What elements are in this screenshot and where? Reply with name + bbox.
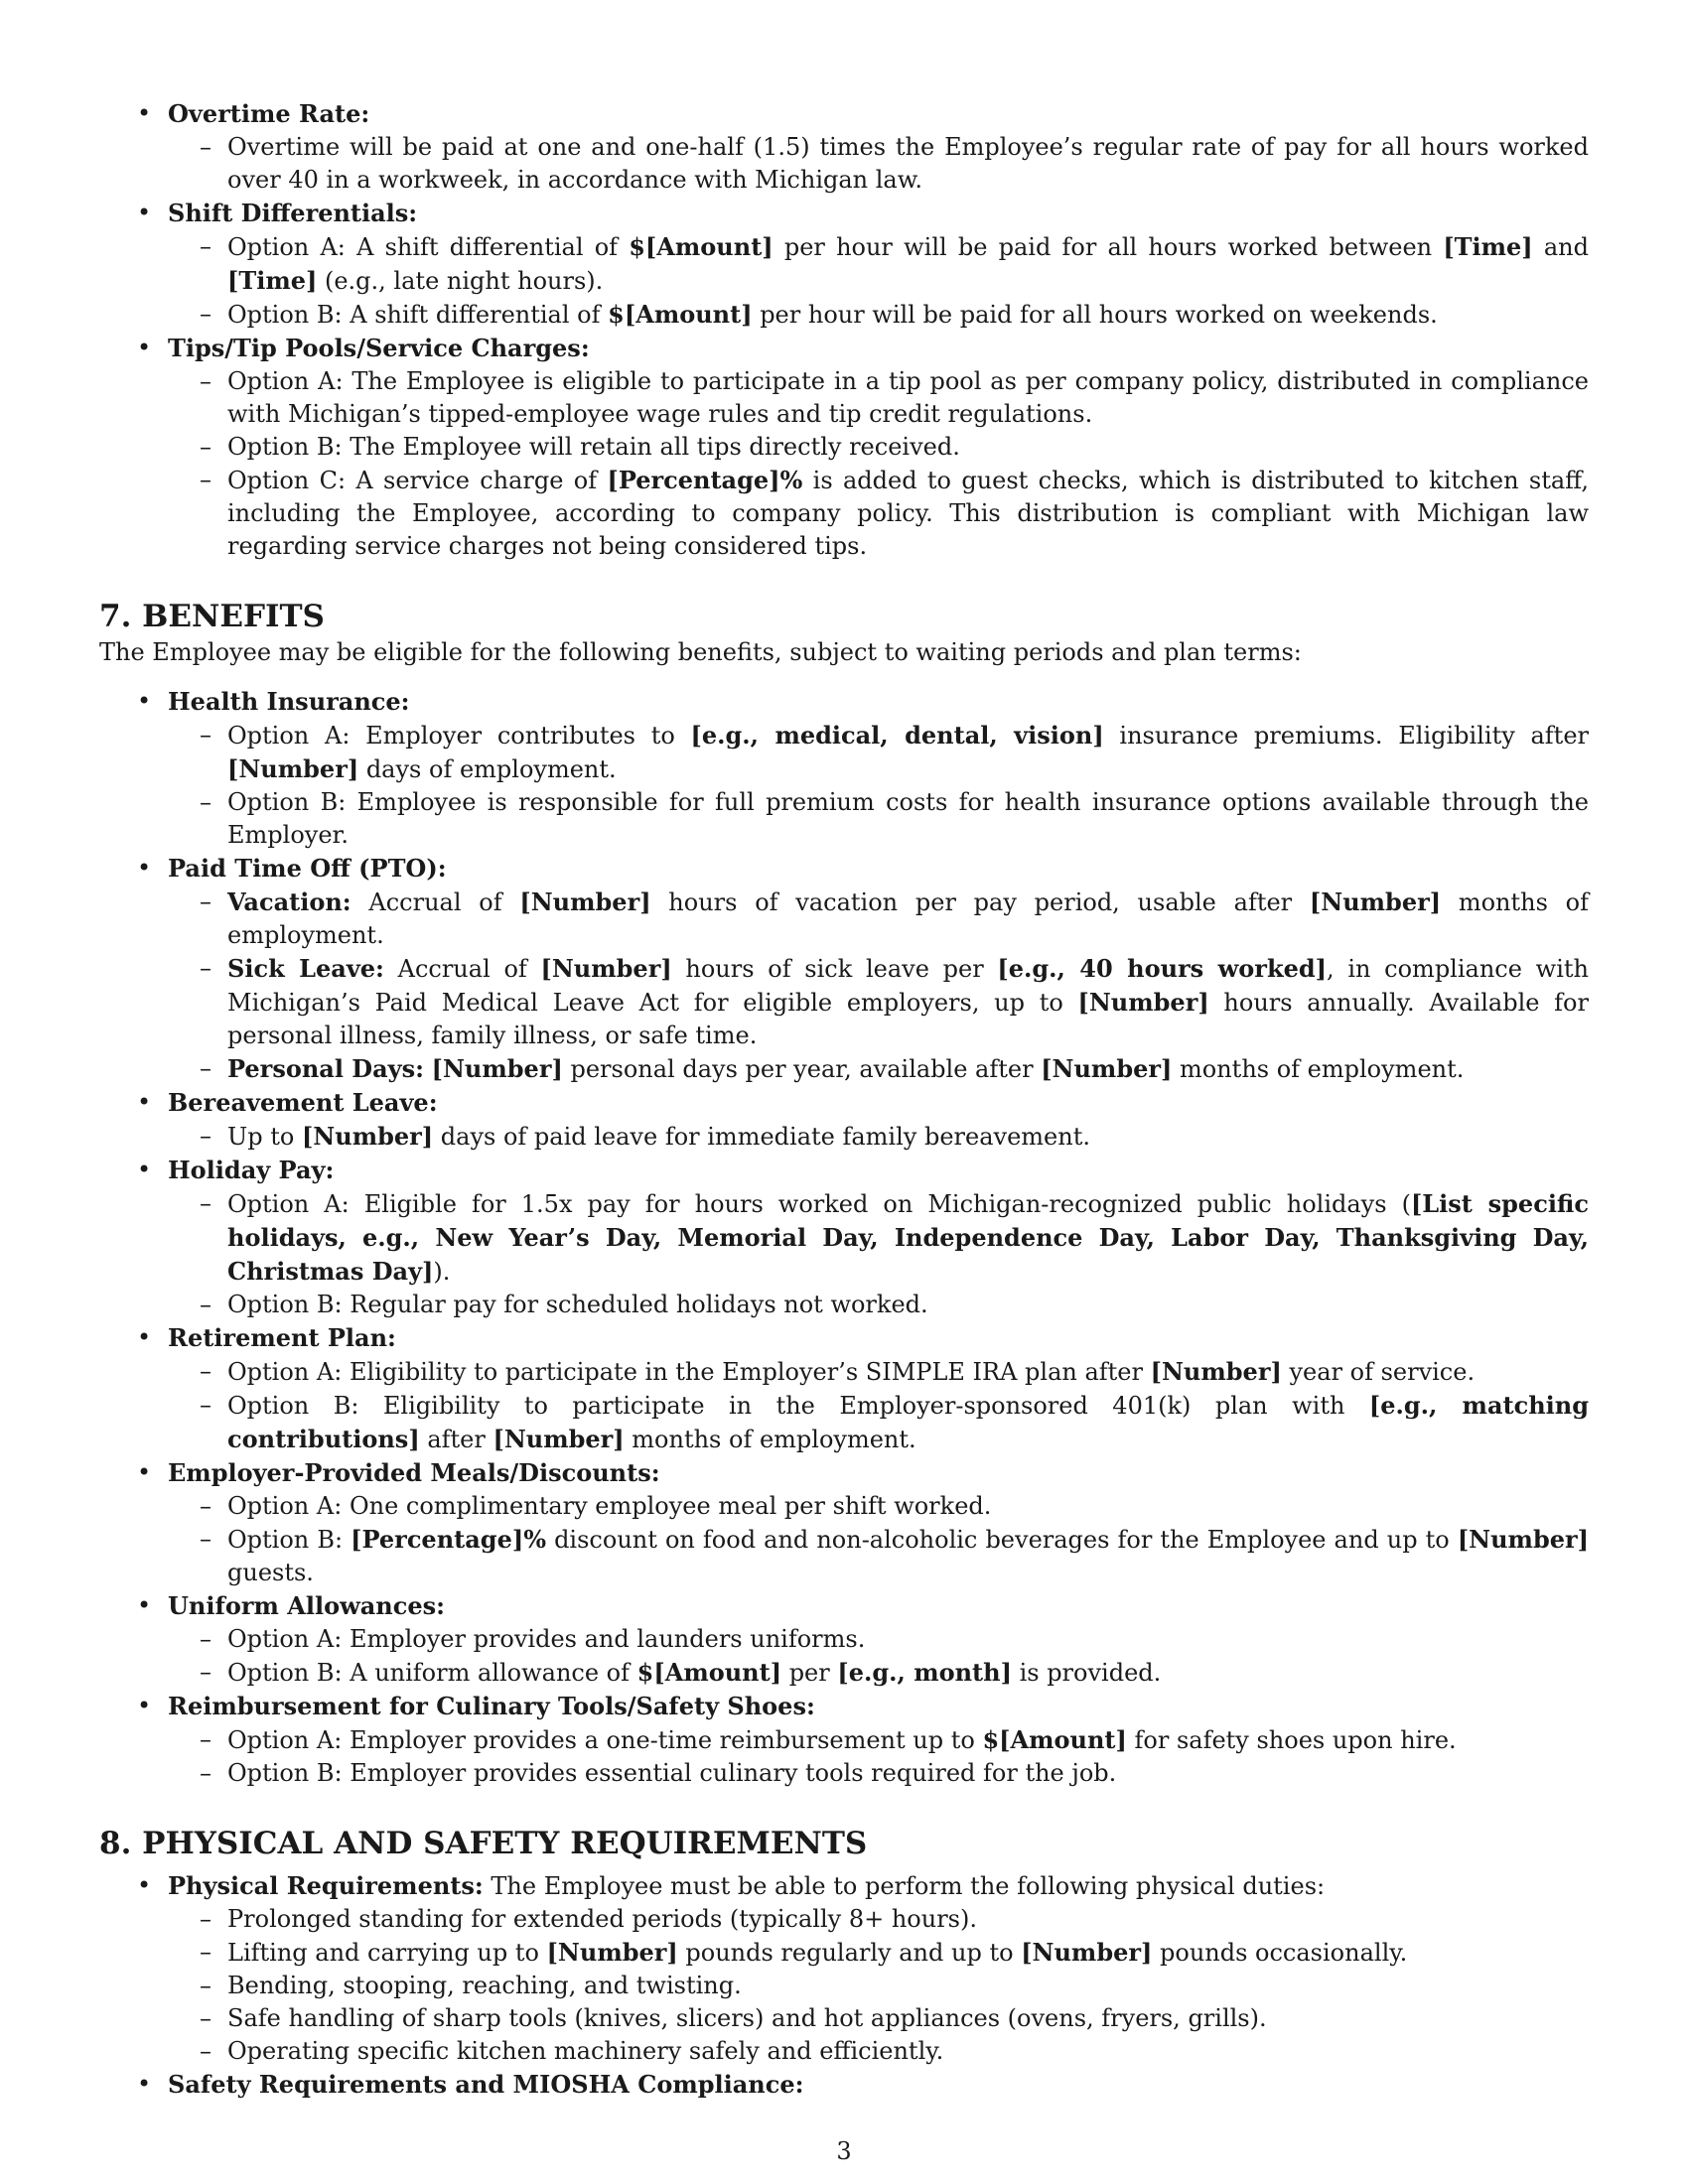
uniform-label: Uniform Allowances:	[168, 1591, 445, 1620]
reimbursement-item	[99, 1690, 1589, 1790]
health-option-a: – Option A: Employer contributes to [e.g., medical, dental, vision] insurance premiums. Eligibility after [Number] days of employment.	[168, 719, 1589, 786]
physical-requirements-text: The Employee must be able to perform the following physical duties:	[483, 1872, 1326, 1900]
bereavement-item	[99, 1086, 1589, 1154]
tips-label: Tips/Tip Pools/Service Charges:	[168, 334, 590, 362]
pto-sick-leave: – Sick Leave: Accrual of [Number] hours of sick leave per [e.g., 40 hours worked], in compliance with Michigan’s Paid Medical Leave Act for eligible employers, up to [Number] hours annually. Available for personal illness, family illness, or safe time.	[168, 952, 1589, 1052]
uniform-option-a: – Option A: Employer provides and launders uniforms.	[168, 1623, 1589, 1656]
holiday-option-a: – Option A: Eligible for 1.5x pay for hours worked on Michigan-recognized public holidays ([List specific holidays, e.g., New Year’s Day, Memorial Day, Independence Day, Labor Day, Thanksgiving Day, Christmas Day]).	[168, 1187, 1589, 1289]
pto-item	[99, 852, 1589, 1086]
meals-option-b: – Option B: [Percentage]% discount on food and non-alcoholic beverages for the Employee and up to [Number] guests.	[168, 1523, 1589, 1589]
shift-differentials-label: Shift Differentials:	[168, 199, 418, 227]
holiday-option-b: – Option B: Regular pay for scheduled holidays not worked.	[168, 1289, 1589, 1321]
shift-differentials-item	[99, 197, 1589, 332]
safety-requirements-label: Safety Requirements and MIOSHA Compliance:	[168, 2070, 804, 2099]
meals-item	[99, 1456, 1589, 1589]
physical-item-1: – Prolonged standing for extended periods (typically 8+ hours).	[168, 1903, 1589, 1936]
reimbursement-option-a: – Option A: Employer provides a one-time reimbursement up to $[Amount] for safety shoes upon hire.	[168, 1723, 1589, 1757]
meals-option-a: – Option A: One complimentary employee meal per shift worked.	[168, 1490, 1589, 1523]
health-insurance-label: Health Insurance:	[168, 687, 410, 716]
uniform-item	[99, 1589, 1589, 1690]
bereavement-label: Bereavement Leave:	[168, 1088, 438, 1117]
requirements-list	[99, 1869, 1589, 2102]
retirement-item	[99, 1321, 1589, 1456]
section-8-heading: 8. PHYSICAL AND SAFETY REQUIREMENTS	[99, 1826, 868, 1861]
overtime-label: Overtime Rate:	[168, 99, 370, 128]
safety-requirements-item	[99, 2068, 1589, 2102]
holiday-pay-item	[99, 1154, 1589, 1321]
tips-option-c: – Option C: A service charge of [Percentage]% is added to guest checks, which is distributed to kitchen staff, including the Employee, according to company policy. This distribution is compliant with Michigan law regarding service charges not being considered tips.	[168, 464, 1589, 563]
physical-item-3: – Bending, stooping, reaching, and twisting.	[168, 1970, 1589, 2002]
physical-requirements-label: Physical Requirements:	[168, 1871, 484, 1900]
pto-vacation: – Vacation: Accrual of [Number] hours of vacation per pay period, usable after [Number] months of employment.	[168, 886, 1589, 952]
physical-requirements-item	[99, 1869, 1589, 2068]
overtime-item	[99, 97, 1589, 197]
retirement-option-a: – Option A: Eligibility to participate in the Employer’s SIMPLE IRA plan after [Number] year of service.	[168, 1355, 1589, 1389]
physical-item-4: – Safe handling of sharp tools (knives, slicers) and hot appliances (ovens, fryers, grills).	[168, 2002, 1589, 2035]
pto-personal-days: – Personal Days: [Number] personal days per year, available after [Number] months of employment.	[168, 1052, 1589, 1086]
health-insurance-item	[99, 685, 1589, 852]
meals-label: Employer-Provided Meals/Discounts:	[168, 1458, 660, 1487]
reimbursement-label: Reimbursement for Culinary Tools/Safety Shoes:	[168, 1692, 815, 1720]
holiday-pay-label: Holiday Pay:	[168, 1156, 335, 1184]
physical-item-5: – Operating specific kitchen machinery safely and efficiently.	[168, 2035, 1589, 2068]
tips-option-b: – Option B: The Employee will retain all tips directly received.	[168, 431, 1589, 464]
benefits-list	[99, 685, 1589, 1790]
health-option-b: – Option B: Employee is responsible for full premium costs for health insurance options available through the Employer.	[168, 786, 1589, 852]
uniform-option-b: – Option B: A uniform allowance of $[Amount] per [e.g., month] is provided.	[168, 1656, 1589, 1690]
page-number: 3	[836, 2137, 852, 2165]
tips-item	[99, 332, 1589, 563]
compensation-list	[99, 97, 1589, 563]
retirement-label: Retirement Plan:	[168, 1323, 396, 1352]
reimbursement-option-b: – Option B: Employer provides essential culinary tools required for the job.	[168, 1757, 1589, 1790]
overtime-text: – Overtime will be paid at one and one-half (1.5) times the Employee’s regular rate of pay for all hours worked over 40 in a workweek, in accordance with Michigan law.	[168, 131, 1589, 197]
pto-label: Paid Time Off (PTO):	[168, 854, 447, 883]
tips-option-a: – Option A: The Employee is eligible to participate in a tip pool as per company policy, distributed in compliance with Michigan’s tipped-employee wage rules and tip credit regulations.	[168, 365, 1589, 431]
shift-option-a: – Option A: A shift differential of $[Amount] per hour will be paid for all hours worked between [Time] and [Time] (e.g., late night hours).	[168, 230, 1589, 298]
benefits-intro: The Employee may be eligible for the following benefits, subject to waiting periods and plan terms:	[99, 638, 1302, 666]
physical-item-2: – Lifting and carrying up to [Number] pounds regularly and up to [Number] pounds occasionally.	[168, 1936, 1589, 1970]
bereavement-text: – Up to [Number] days of paid leave for immediate family bereavement.	[168, 1120, 1589, 1154]
retirement-option-b: – Option B: Eligibility to participate in the Employer-sponsored 401(k) plan with [e.g., matching contributions] after [Number] months of employment.	[168, 1389, 1589, 1456]
document-page	[99, 97, 1589, 2102]
section-7-heading: 7. BENEFITS	[99, 599, 325, 634]
shift-option-b: – Option B: A shift differential of $[Amount] per hour will be paid for all hours worked on weekends.	[168, 298, 1589, 332]
